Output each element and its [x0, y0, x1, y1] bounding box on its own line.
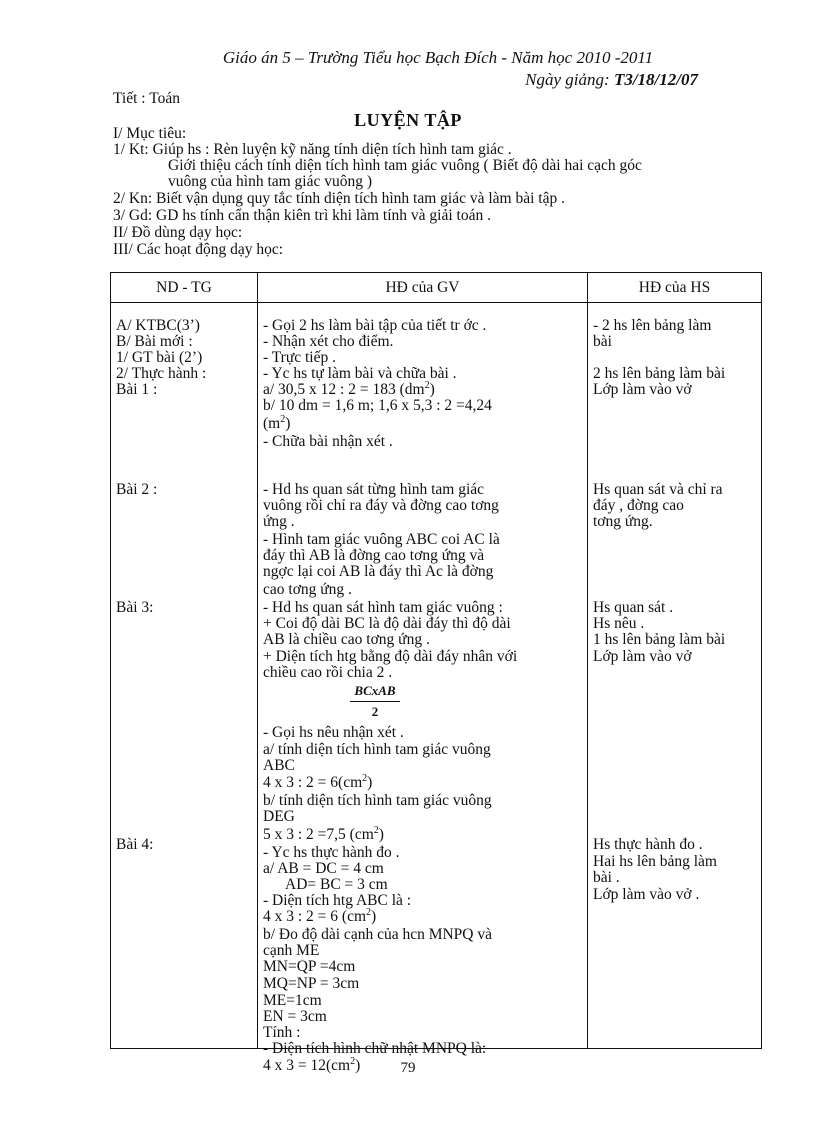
objective-education: 3/ Gd: GD hs tính cẩn thận kiên trì khi làm tính và giải toán . [113, 207, 491, 224]
student-line: bài . [593, 869, 620, 886]
area-formula-fraction [350, 683, 400, 720]
school-header: Giáo án 5 – Trường Tiểu học Bạch Đích - Năm học 2010 -2011 [222, 48, 654, 67]
teacher-line: - Hd hs quan sát từng hình tam giác [263, 481, 485, 498]
student-line: 2 hs lên bảng làm bài [593, 365, 726, 382]
objective-skill: 2/ Kn: Biết vận dụng quy tắc tính diện tích hình tam giác và làm bài tập . [113, 190, 565, 207]
student-line: đáy , đờng cao [593, 497, 684, 514]
teacher-line: + Diện tích htg bằng độ dài đáy nhân với [263, 648, 518, 665]
teacher-line: - Diện tích hình chữ nhật MNPQ là: [263, 1040, 487, 1057]
student-line: Lớp làm vào vở . [593, 886, 700, 903]
teacher-line: b/ 10 dm = 1,6 m; 1,6 x 5,3 : 2 =4,24 [263, 397, 492, 414]
teacher-line: ngợc lại coi AB là đáy thì Ac là đờng [263, 563, 494, 580]
section-new-lesson: B/ Bài mới : [116, 333, 193, 350]
objective-knowledge-detail-2: vuông của hình tam giác vuông ) [168, 173, 373, 190]
header-teacher-activity: HĐ của GV [258, 273, 588, 303]
teacher-line: 4 x $3 = 12(cm^2)$ [263, 1055, 361, 1074]
header-content-time: ND - TG [111, 273, 258, 303]
date-label: Ngày giảng: [525, 70, 614, 89]
fraction-numerator: BCxAB [350, 683, 400, 702]
student-line: Hai hs lên bảng làm [593, 853, 717, 870]
teacher-line: - Hd hs quan sát hình tam giác vuông : [263, 599, 503, 616]
objective-knowledge-detail: Giới thiệu cách tính diện tích hình tam giác vuông ( Biết độ dài hai cạch góc [168, 157, 642, 174]
teacher-line: AD= BC = 3 cm [285, 876, 388, 893]
exercise-3: Bài 3: [116, 599, 154, 616]
teacher-line: - Gọi hs nêu nhận xét . [263, 724, 404, 741]
date-line [525, 70, 698, 90]
teacher-line: ứng . [263, 513, 295, 530]
teacher-line: MN=QP =4cm [263, 958, 356, 975]
header-student-activity: HĐ của HS [588, 273, 762, 303]
section-practice: 2/ Thực hành : [116, 365, 207, 382]
teacher-line: 4 x 3 : $2 = 6(cm^2)$ [263, 772, 373, 791]
teacher-line: a/ AB = DC = 4 cm [263, 860, 384, 877]
student-line: Hs quan sát . [593, 599, 674, 616]
teacher-line: vuông rồi chỉ ra đáy và đờng cao tơng [263, 497, 499, 514]
materials-heading: II/ Đồ dùng dạy học: [113, 224, 243, 241]
date-value: T3/18/12/07 [613, 70, 698, 89]
exercise-2: Bài 2 : [116, 481, 158, 498]
teacher-line: cạnh ME [263, 942, 320, 959]
section-intro: 1/ GT bài (2’) [116, 349, 203, 366]
student-line: Hs thực hành đo . [593, 836, 703, 853]
section-review: A/ KTBC(3’) [116, 317, 200, 334]
objective-knowledge: 1/ Kt: Giúp hs : Rèn luyện kỹ năng tính diện tích hình tam giác . [113, 141, 512, 158]
teacher-line: $(m^2)$ [263, 413, 291, 432]
student-line: bài [593, 333, 612, 350]
objectives-heading: I/ Mục tiêu: [113, 125, 187, 142]
teacher-line: ME=1cm [263, 992, 322, 1009]
teacher-line: EN = 3cm [263, 1008, 327, 1025]
teacher-line: Tính : [263, 1024, 301, 1041]
teacher-line: ABC [263, 757, 295, 774]
teacher-line: chiều cao rồi chia 2 . [263, 664, 393, 681]
teacher-line: a/ tính diện tích hình tam giác vuông [263, 741, 491, 758]
teacher-line: đáy thì AB là đờng cao tơng ứng và [263, 547, 485, 564]
teacher-line: AB là chiều cao tơng ứng . [263, 631, 430, 648]
teacher-line: 5 x 3 : 2 =7,5 $(cm^2)$ [263, 824, 384, 843]
fraction-denominator: 2 [371, 704, 379, 719]
teacher-line: DEG [263, 808, 295, 825]
lesson-title: LUYỆN TẬP [354, 110, 462, 130]
teacher-line: a/ 30,5 x 12 : 2 = 183 $(dm^2)$ [263, 379, 435, 398]
teacher-line: - Nhận xét cho điểm. [263, 333, 394, 350]
subject-line: Tiết : Toán [113, 90, 180, 107]
student-line: Hs nêu . [593, 615, 645, 632]
content-time-cell [111, 303, 258, 1049]
student-line: Lớp làm vào vở [593, 381, 692, 398]
teacher-line: b/ Đo độ dài cạnh của hcn MNPQ và [263, 926, 493, 943]
exercise-4: Bài 4: [116, 836, 154, 853]
teacher-line: MQ=NP = 3cm [263, 975, 360, 992]
teacher-line: - Diện tích htg ABC là : [263, 892, 412, 909]
student-line: 1 hs lên bảng làm bài [593, 631, 726, 648]
teacher-line: 4 x 3 : 2 = 6 $(cm^2)$ [263, 906, 377, 925]
teacher-line: b/ tính diện tích hình tam giác vuông [263, 792, 492, 809]
teacher-line: - Trực tiếp . [263, 349, 336, 366]
student-line: - 2 hs lên bảng làm [593, 317, 712, 334]
student-line: Lớp làm vào vở [593, 648, 692, 665]
student-line: Hs quan sát và chỉ ra [593, 481, 723, 498]
student-line: tơng ứng. [593, 513, 653, 530]
teacher-line: - Yc hs tự làm bài và chữa bài . [263, 365, 457, 382]
student-activity-cell [588, 303, 762, 1049]
page-number: 79 [400, 1060, 416, 1076]
teacher-line: - Yc hs thực hành đo . [263, 844, 400, 861]
activities-heading: III/ Các hoạt động dạy học: [113, 241, 284, 258]
exercise-1: Bài 1 : [116, 381, 158, 398]
teacher-line: - Hình tam giác vuông ABC coi AC là [263, 531, 500, 548]
teacher-line: cao tơng ứng . [263, 581, 352, 598]
teacher-line: + Coi độ dài BC là độ dài đáy thì độ dài [263, 615, 511, 632]
teacher-line: - Gọi 2 hs làm bài tập của tiết tr ớc . [263, 317, 487, 334]
teacher-line: - Chữa bài nhận xét . [263, 433, 393, 450]
